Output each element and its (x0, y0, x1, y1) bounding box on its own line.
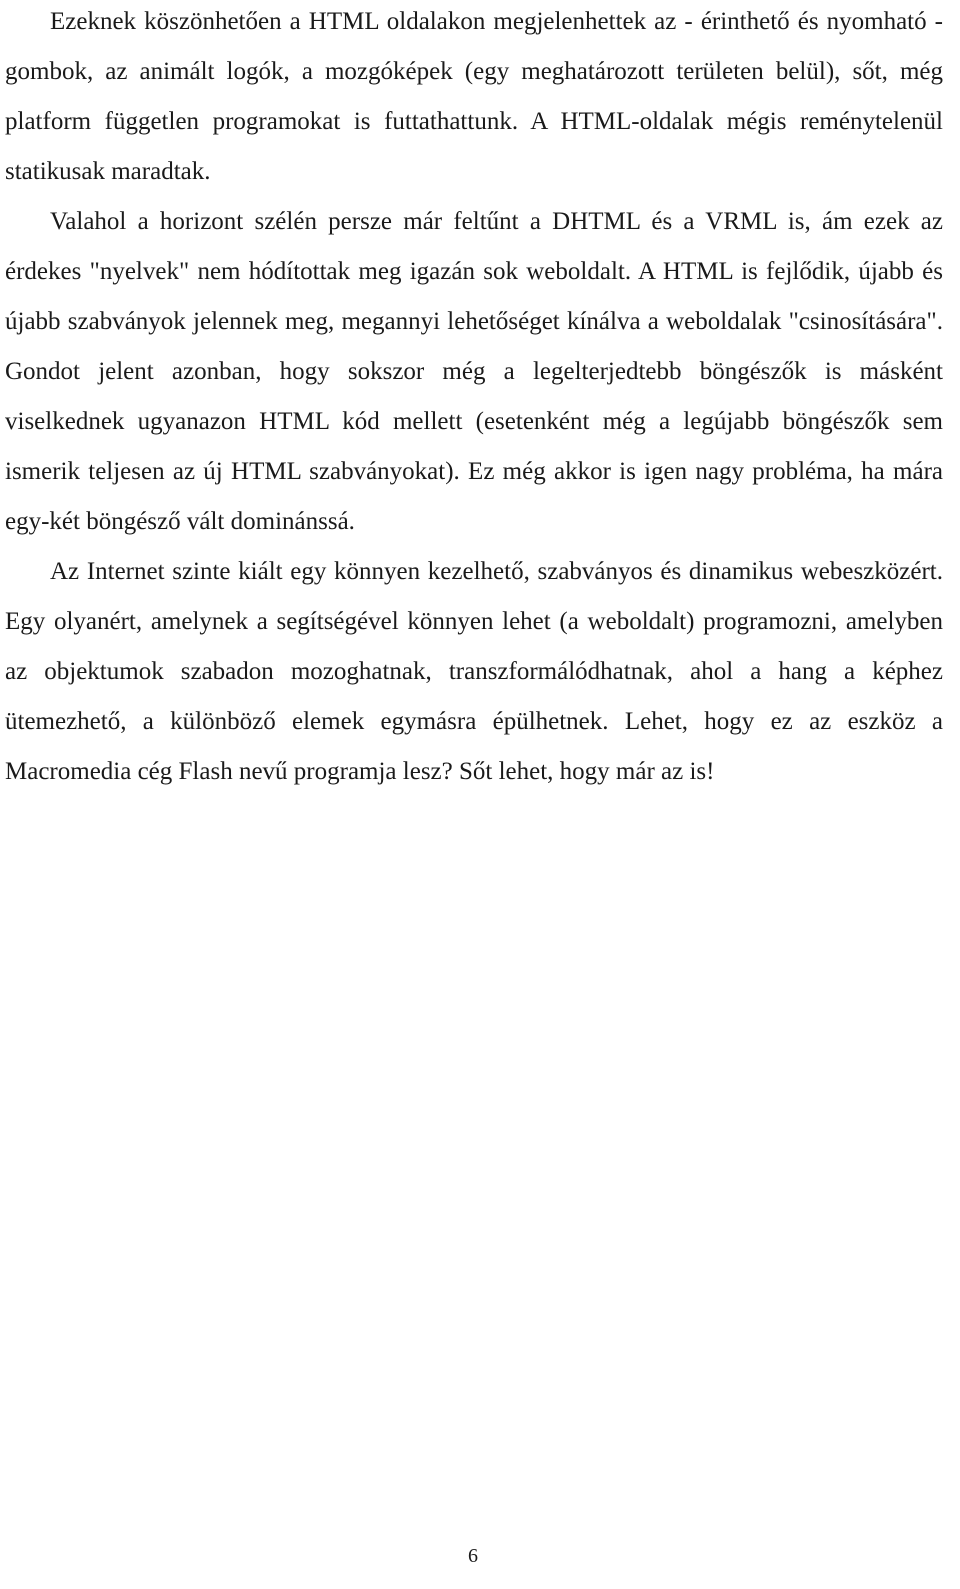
page-number: 6 (468, 1545, 478, 1567)
document-body (5, 0, 943, 797)
paragraph: Az Internet szinte kiált egy könnyen kezelhető, szabványos és dinamikus webeszközért. Egy olyanért, amelynek a segítségével könnyen lehet (a weboldalt) programozni, amelyben az objektumok szabadon mozoghatnak, transzformálódhatnak, ahol a hang a képhez ütemezhető, a különböző elemek egymásra épülhetnek. Lehet, hogy ez az eszköz a Macromedia cég Flash nevű programja lesz? Sőt lehet, hogy már az is! (5, 558, 943, 785)
paragraph: Valahol a horizont szélén persze már feltűnt a DHTML és a VRML is, ám ezek az érdekes "nyelvek" nem hódítottak meg igazán sok weboldalt. A HTML is fejlődik, újabb és újabb szabványok jelennek meg, megannyi lehetőséget kínálva a weboldalak "csinosítására". Gondot jelent azonban, hogy sokszor még a legelterjedtebb böngészők is másként viselkednek ugyanazon HTML kód mellett (esetenként még a legújabb böngészők sem ismerik teljesen az új HTML szabványokat). Ez még akkor is igen nagy probléma, ha mára egy-két böngésző vált dominánssá. (5, 208, 943, 535)
paragraph: Ezeknek köszönhetően a HTML oldalakon megjelenhettek az - érinthető és nyomható - gombok, az animált logók, a mozgóképek (egy meghatározott területen belül), sőt, még platform független programokat is futtathattunk. A HTML-oldalak mégis reménytelenül statikusak maradtak. (5, 8, 943, 185)
